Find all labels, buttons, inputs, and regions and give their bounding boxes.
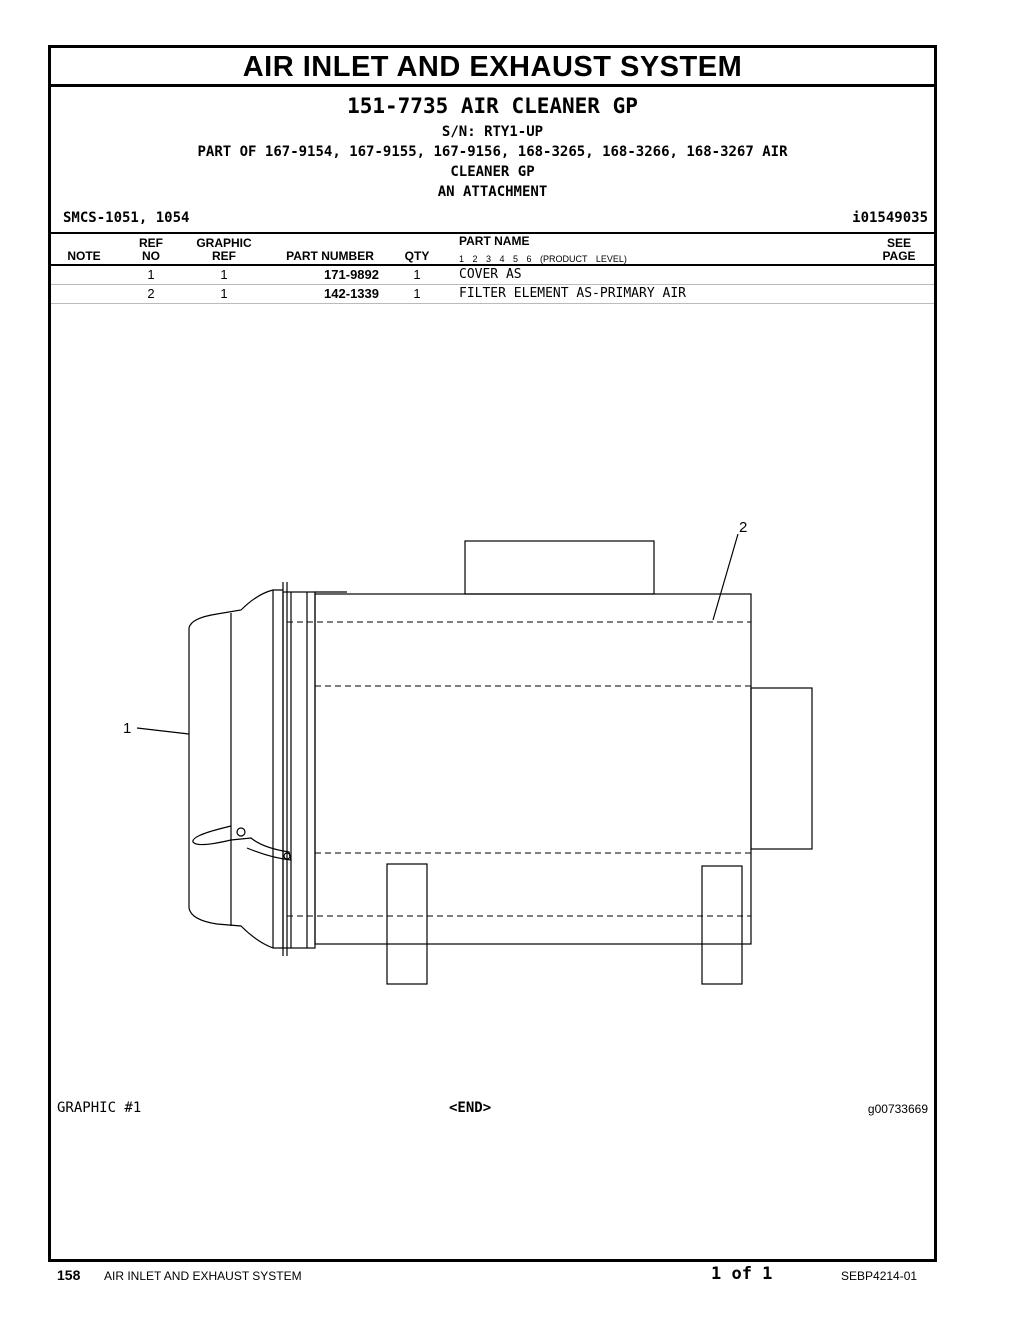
ref-no: 2 [147,286,155,301]
footer-section: AIR INLET AND EXHAUST SYSTEM [104,1269,302,1283]
page-frame [48,45,937,1262]
part-of-line-1: PART OF 167-9154, 167-9155, 167-9156, 168-3265, 168-3266, 168-3267 AIR [197,144,788,160]
clamp-ring [283,592,315,948]
graphic-ref: 1 [220,267,228,282]
group-title: 151-7735 AIR CLEANER GP [347,94,638,118]
filter-body [315,594,751,944]
col-note: NOTE [67,249,101,263]
col-ref-no-2: NO [142,249,160,263]
table-row [51,265,934,285]
leader-2 [713,534,738,620]
qty: 1 [413,286,421,301]
callout-2: 2 [739,519,748,536]
inlet-block [465,541,654,594]
callout-1: 1 [123,720,132,737]
graphic-number: g00733669 [867,1102,928,1116]
part-of-line-2: CLEANER GP [450,164,535,180]
col-part-name: PART NAME [459,234,530,248]
col-part-number: PART NUMBER [286,249,374,263]
cover [189,590,283,948]
part-name: COVER AS [459,267,522,282]
serial-number: S/N: RTY1-UP [441,124,544,140]
outlet-block [751,688,812,849]
col-qty: QTY [404,249,430,263]
graphic-label: GRAPHIC #1 [57,1100,142,1116]
product-levels: 1 2 3 4 5 6 (PRODUCT LEVEL) [459,254,627,264]
footer-page-number: 158 [57,1267,81,1283]
latch [193,826,291,860]
col-graphic-ref-1: GRAPHIC [196,236,252,250]
ref-no: 1 [147,267,155,282]
part-number: 142-1339 [324,286,379,301]
col-ref-no-1: REF [139,236,163,250]
system-title: AIR INLET AND EXHAUST SYSTEM [51,48,934,87]
footer-doc-id: SEBP4214-01 [841,1269,918,1283]
support-foot-right [702,866,742,984]
air-cleaner-drawing [51,308,934,1108]
end-marker: <END> [449,1100,492,1116]
leader-1 [137,728,189,734]
smcs-code: SMCS-1051, 1054 [63,210,190,226]
col-see-page-2: PAGE [882,249,916,263]
graphic-ref: 1 [220,286,228,301]
support-foot-left [387,864,427,984]
attachment-label: AN ATTACHMENT [437,184,548,200]
footer-page-of: 1 of 1 [711,1264,773,1284]
ident-code: i01549035 [852,210,928,226]
part-number: 171-9892 [324,267,379,282]
qty: 1 [413,267,421,282]
col-graphic-ref-2: REF [212,249,236,263]
col-see-page-1: SEE [886,236,911,250]
part-name: FILTER ELEMENT AS-PRIMARY AIR [459,286,686,301]
table-row [51,284,934,304]
